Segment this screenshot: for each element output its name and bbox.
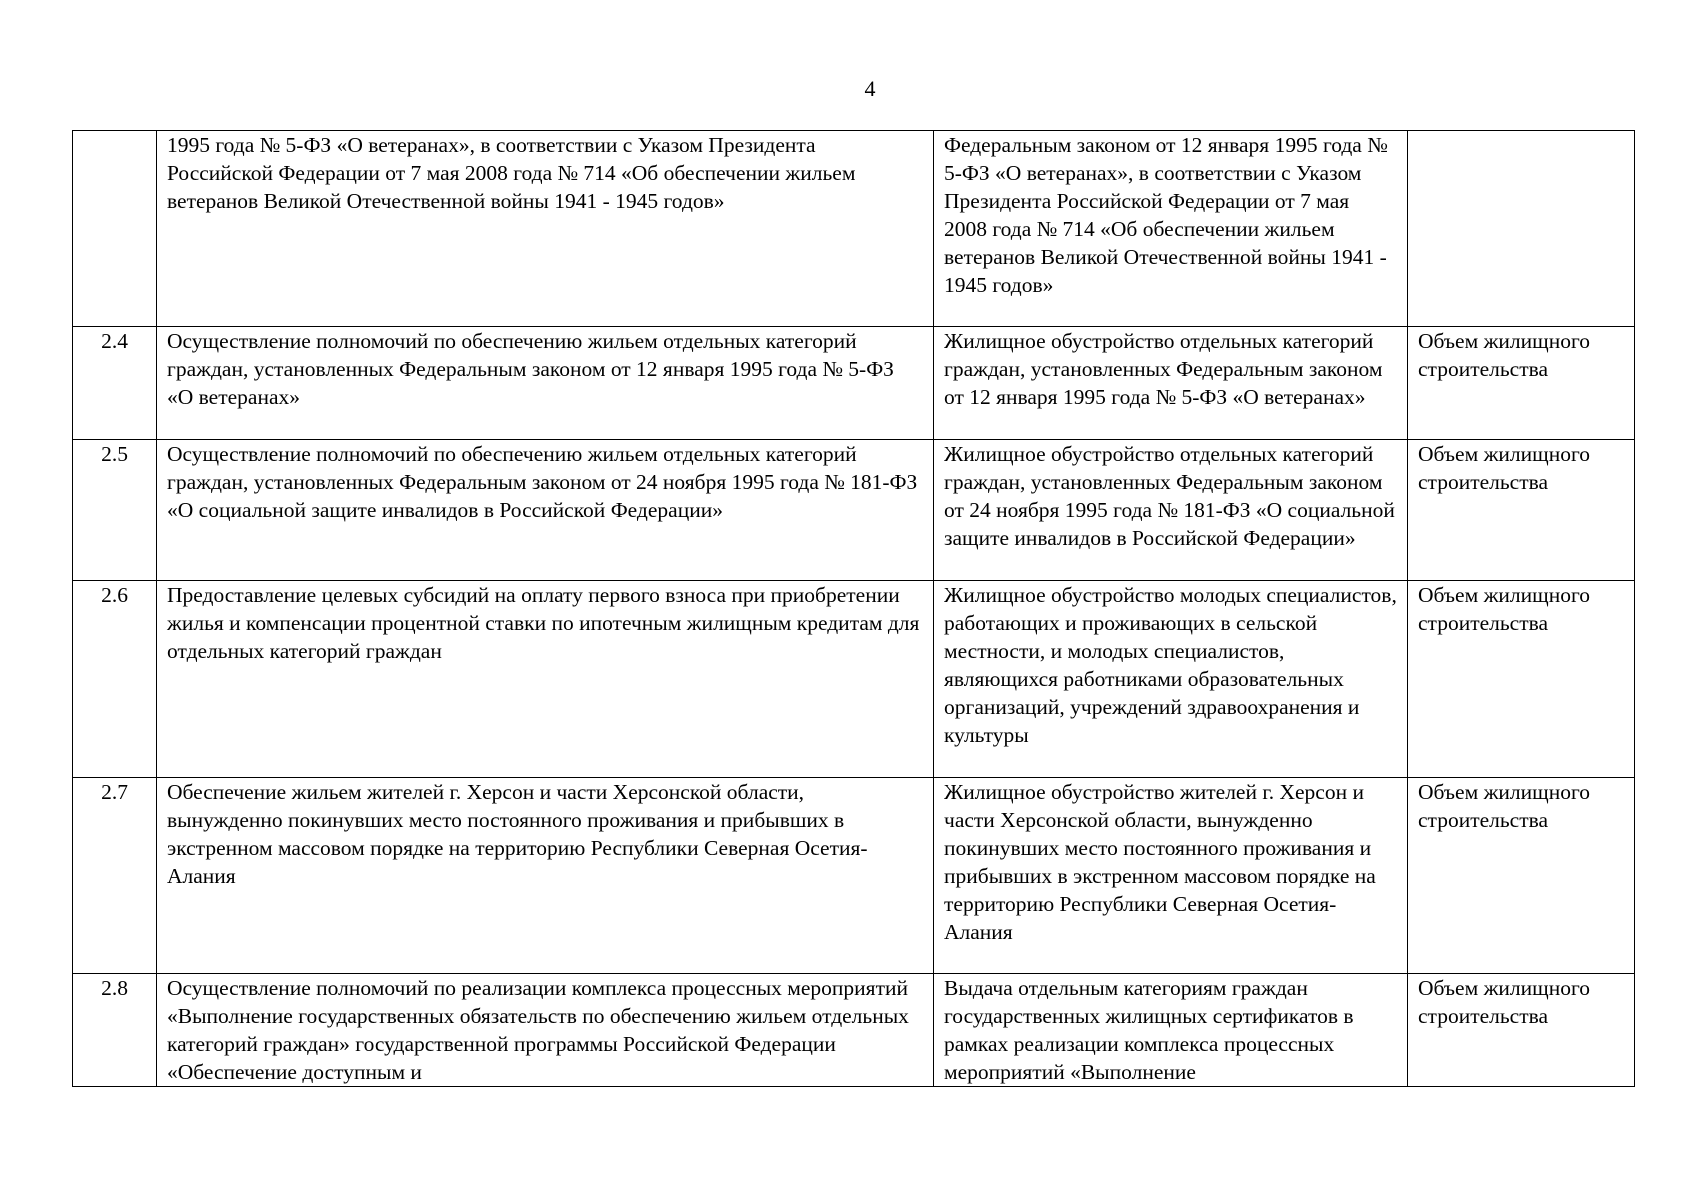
- measure-result: Жилищное обустройство отдельных категорий граждан, установленных Федеральным законом от 24 ноября 1995 года № 181-ФЗ «О социальной защите инвалидов в Российской Федерации»: [934, 440, 1408, 581]
- measure-name: Осуществление полномочий по обеспечению жильем отдельных категорий граждан, установленных Федеральным законом от 12 января 1995 года № 5-ФЗ «О ветеранах»: [157, 327, 934, 440]
- measure-indicator: Объем жилищного строительства: [1408, 440, 1635, 581]
- table-row: [73, 440, 1635, 581]
- measure-indicator: Объем жилищного строительства: [1408, 778, 1635, 974]
- page-number: 4: [864, 76, 876, 101]
- measures-table: [72, 130, 1635, 1087]
- measure-name: Осуществление полномочий по обеспечению жильем отдельных категорий граждан, установленных Федеральным законом от 24 ноября 1995 года № 181-ФЗ «О социальной защите инвалидов в Российской Федерации»: [157, 440, 934, 581]
- measure-indicator: [1408, 131, 1635, 327]
- measure-result: Жилищное обустройство молодых специалистов, работающих и проживающих в сельской местности, и молодых специалистов, являющихся работниками образовательных организаций, учреждений здравоохранения и культуры: [934, 581, 1408, 778]
- measure-name: Обеспечение жильем жителей г. Херсон и части Херсонской области, вынужденно покинувших место постоянного проживания и прибывших в экстренном массовом порядке на территорию Республики Северная Осетия-Алания: [157, 778, 934, 974]
- measure-indicator: Объем жилищного строительства: [1408, 974, 1635, 1087]
- measure-name: 1995 года № 5-ФЗ «О ветеранах», в соответствии с Указом Президента Российской Федерации от 7 мая 2008 года № 714 «Об обеспечении жильем ветеранов Великой Отечественной войны 1941 - 1945 годов»: [157, 131, 934, 327]
- measure-result: Жилищное обустройство жителей г. Херсон и части Херсонской области, вынужденно покинувших место постоянного проживания и прибывших в экстренном массовом порядке на территорию Республики Северная Осетия-Алания: [934, 778, 1408, 974]
- table-row: [73, 974, 1635, 1087]
- row-number: 2.6: [73, 581, 157, 778]
- row-number: 2.8: [73, 974, 157, 1087]
- measure-result: Выдача отдельным категориям граждан государственных жилищных сертификатов в рамках реализации комплекса процессных мероприятий «Выполнение: [934, 974, 1408, 1087]
- table-row: [73, 131, 1635, 327]
- measure-name: Осуществление полномочий по реализации комплекса процессных мероприятий «Выполнение государственных обязательств по обеспечению жильем отдельных категорий граждан» государственной программы Российской Федерации «Обеспечение доступным и: [157, 974, 934, 1087]
- table-row: [73, 778, 1635, 974]
- measure-result: Жилищное обустройство отдельных категорий граждан, установленных Федеральным законом от 12 января 1995 года № 5-ФЗ «О ветеранах»: [934, 327, 1408, 440]
- measure-indicator: Объем жилищного строительства: [1408, 581, 1635, 778]
- measure-name: Предоставление целевых субсидий на оплату первого взноса при приобретении жилья и компенсации процентной ставки по ипотечным жилищным кредитам для отдельных категорий граждан: [157, 581, 934, 778]
- measure-result: Федеральным законом от 12 января 1995 года № 5-ФЗ «О ветеранах», в соответствии с Указом Президента Российской Федерации от 7 мая 2008 года № 714 «Об обеспечении жильем ветеранов Великой Отечественной войны 1941 - 1945 годов»: [934, 131, 1408, 327]
- row-number: 2.5: [73, 440, 157, 581]
- row-number: 2.7: [73, 778, 157, 974]
- row-number: 2.4: [73, 327, 157, 440]
- table-row: [73, 327, 1635, 440]
- table-row: [73, 581, 1635, 778]
- measure-indicator: Объем жилищного строительства: [1408, 327, 1635, 440]
- row-number: [73, 131, 157, 327]
